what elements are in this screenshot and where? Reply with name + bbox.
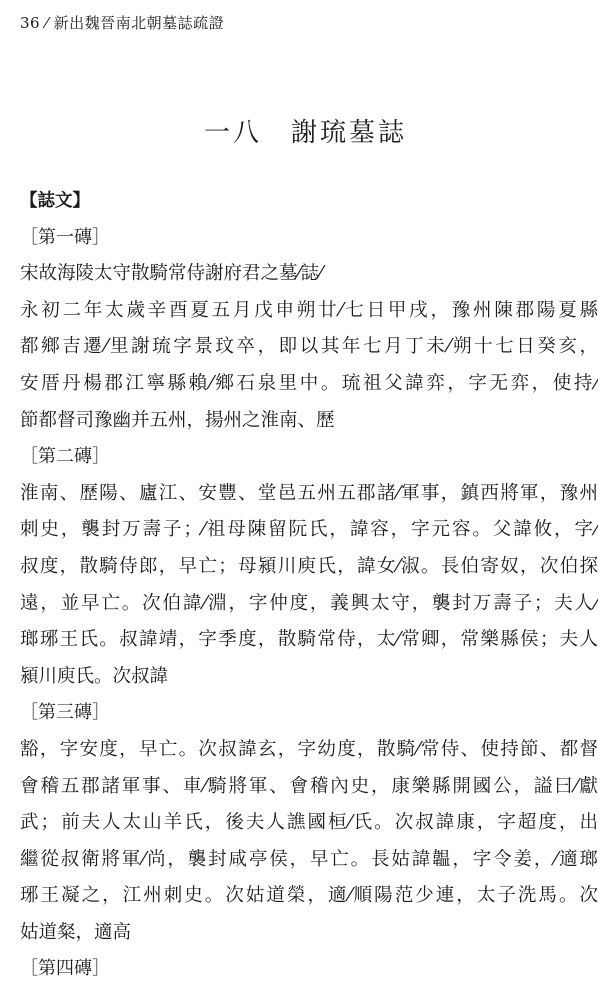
- brick-label: ［第一磚］: [20, 226, 110, 248]
- text-line: 都鄉吉遷⁄里謝琉字景玟卒，即以其年七月丁未⁄朔十七日癸亥，: [20, 336, 598, 358]
- text-line: 豁，字安度，早亡。次叔諱玄，字幼度，散騎⁄常侍、使持節、都督: [20, 738, 598, 760]
- text-line: 瑯琊王氏。叔諱靖，字季度，散騎常侍，太⁄常卿，常樂縣侯；夫人: [20, 629, 598, 651]
- text-line: 琊王凝之，江州刺史。次姑道榮，適⁄順陽范少連，太子洗馬。次: [20, 885, 598, 907]
- text-line: 遠，並早亡。次伯諱⁄淵，字仲度，義興太守，襲封万壽子；夫人⁄: [20, 592, 598, 614]
- text-line: 宋故海陵太守散騎常侍謝府君之墓⁄誌⁄: [20, 263, 323, 285]
- text-line: 刺史，襲封万壽子；⁄祖母陳留阮氏，諱容，字元容。父諱攸，字⁄: [20, 519, 598, 541]
- text-line: 節都督司豫幽并五州，揚州之淮南、歷: [20, 409, 335, 431]
- text-line: 淮南、歷陽、廬江、安豐、堂邑五州五郡諸⁄軍事，鎮西將軍，豫州: [20, 482, 598, 504]
- text-line: 永初二年太歲辛酉夏五月戊申朔廿⁄七日甲戌，豫州陳郡陽夏縣: [20, 299, 598, 321]
- text-line: 安厝丹楊郡江寧縣賴⁄鄉石泉里中。琉祖父諱弈，字无弈，使持⁄: [20, 372, 598, 394]
- text-line: 叔度，散騎侍郎，早亡；母潁川庾氏，諱女⁄淑。長伯寄奴，次伯探: [20, 555, 598, 577]
- inscription-text: [20, 183, 598, 988]
- brick-label: ［第二磚］: [20, 446, 110, 468]
- inscription-title: 一八 謝琉墓誌: [203, 118, 407, 148]
- section-heading: 【誌文】: [20, 191, 90, 211]
- brick-label: ［第四磚］: [20, 958, 110, 980]
- text-line: 繼從叔衛將軍⁄尚，襲封咸亭侯，早亡。長姑諱韞，字令姜，⁄適瑯: [20, 848, 598, 870]
- text-line: 武；前夫人太山羊氏，後夫人譙國桓⁄氏。次叔諱康，字超度，出: [20, 812, 598, 834]
- text-line: 會稽五郡諸軍事、車⁄騎將軍、會稽內史，康樂縣開國公，謚曰⁄獻: [20, 775, 598, 797]
- text-line: 潁川庾氏。次叔諱: [20, 665, 169, 687]
- running-header: 36 ⁄ 新出魏晉南北朝墓誌疏證: [20, 14, 225, 32]
- brick-label: ［第三磚］: [20, 702, 110, 724]
- text-line: 姑道粲，適高: [20, 921, 132, 943]
